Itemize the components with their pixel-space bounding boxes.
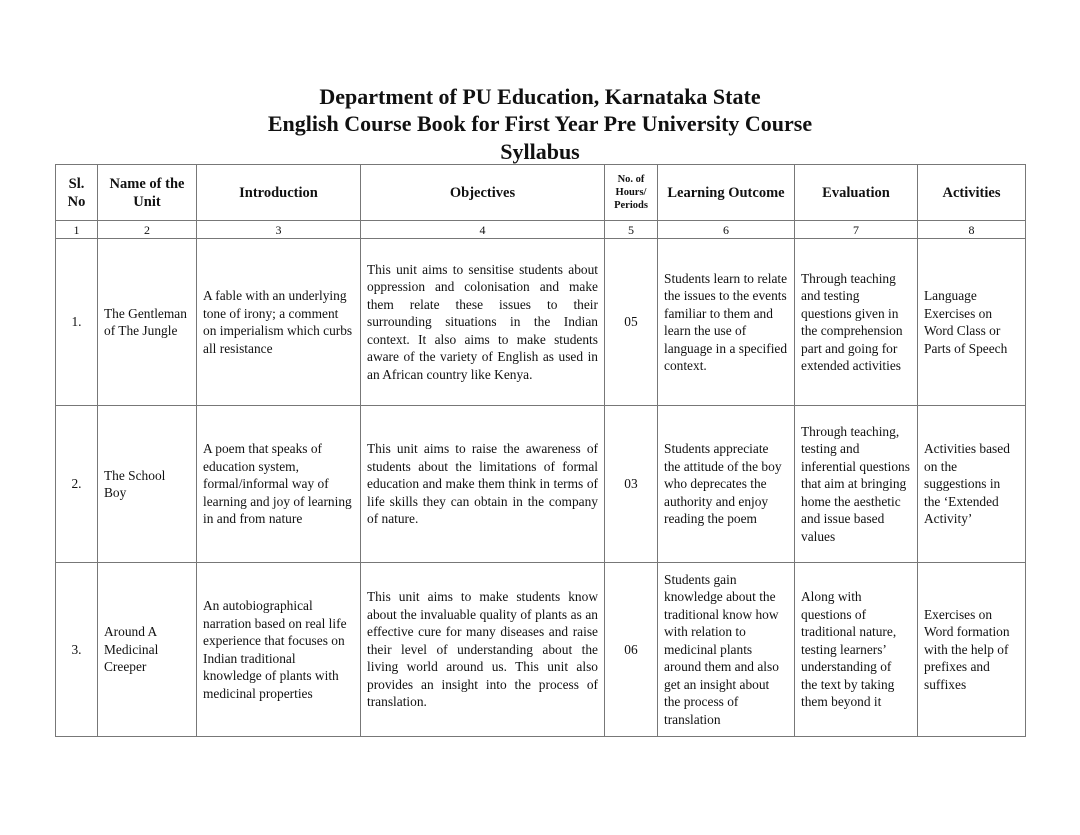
cell-objectives: This unit aims to sensitise students about oppression and colonisation and make them relate these issues to their surrounding situations in the Indian context. It also aims to make students aware of the variety of English as used in an African country like Kenya. <box>361 239 605 406</box>
cell-sl-no: 2. <box>56 406 98 563</box>
cell-activities: Activities based on the suggestions in the ‘Extended Activity’ <box>918 406 1026 563</box>
cell-hours: 05 <box>605 239 658 406</box>
cell-unit-name: The School Boy <box>98 406 197 563</box>
cell-introduction: An autobiographical narration based on real life experience that focuses on Indian traditional knowledge of plants with medicinal properties <box>197 563 361 737</box>
cell-activities: Exercises on Word formation with the help of prefixes and suffixes <box>918 563 1026 737</box>
column-number: 1 <box>56 221 98 239</box>
header-objectives: Objectives <box>361 165 605 221</box>
cell-introduction: A poem that speaks of education system, formal/informal way of learning and joy of learning in and from nature <box>197 406 361 563</box>
column-number: 7 <box>795 221 918 239</box>
cell-introduction: A fable with an underlying tone of irony; a comment on imperialism which curbs all resistance <box>197 239 361 406</box>
header-introduction: Introduction <box>197 165 361 221</box>
cell-hours: 06 <box>605 563 658 737</box>
cell-activities: Language Exercises on Word Class or Parts of Speech <box>918 239 1026 406</box>
header-sl-no: Sl. No <box>56 165 98 221</box>
header-learning-outcome: Learning Outcome <box>658 165 795 221</box>
table-row <box>56 239 1026 406</box>
table-row <box>56 563 1026 737</box>
column-number: 6 <box>658 221 795 239</box>
cell-sl-no: 1. <box>56 239 98 406</box>
cell-hours: 03 <box>605 406 658 563</box>
document-subtitle: English Course Book for First Year Pre University Course <box>267 111 813 136</box>
cell-objectives: This unit aims to make students know about the invaluable quality of plants as an effective cure for many diseases and raise their level of understanding about the living world around us. This unit also provides an insight into the process of translation. <box>361 563 605 737</box>
column-number: 8 <box>918 221 1026 239</box>
cell-learning-outcome: Students gain knowledge about the traditional know how with relation to medicinal plants around them and also get an insight about the process of translation <box>658 563 795 737</box>
cell-evaluation: Through teaching and testing questions given in the comprehension part and going for extended activities <box>795 239 918 406</box>
cell-evaluation: Along with questions of traditional nature, testing learners’ understanding of the text by taking them beyond it <box>795 563 918 737</box>
header-unit-name: Name of the Unit <box>98 165 197 221</box>
syllabus-table <box>55 164 1026 737</box>
header-hours: No. of Hours/ Periods <box>605 165 658 221</box>
column-number: 5 <box>605 221 658 239</box>
cell-learning-outcome: Students appreciate the attitude of the boy who deprecates the authority and enjoy reading the poem <box>658 406 795 563</box>
document-title: Department of PU Education, Karnataka State <box>319 84 761 109</box>
header-evaluation: Evaluation <box>795 165 918 221</box>
header-activities: Activities <box>918 165 1026 221</box>
cell-evaluation: Through teaching, testing and inferential questions that aim at bringing home the aesthetic and issue based values <box>795 406 918 563</box>
cell-objectives: This unit aims to raise the awareness of students about the limitations of formal education and make them think in terms of life skills they can obtain in the company of nature. <box>361 406 605 563</box>
column-number-row <box>56 221 1026 239</box>
document-heading-syllabus: Syllabus <box>500 139 580 164</box>
table-header-row <box>56 165 1026 221</box>
table-row <box>56 406 1026 563</box>
cell-sl-no: 3. <box>56 563 98 737</box>
cell-unit-name: Around A Medicinal Creeper <box>98 563 197 737</box>
column-number: 4 <box>361 221 605 239</box>
cell-unit-name: The Gentleman of The Jungle <box>98 239 197 406</box>
cell-learning-outcome: Students learn to relate the issues to the events familiar to them and learn the use of language in a specified context. <box>658 239 795 406</box>
column-number: 2 <box>98 221 197 239</box>
column-number: 3 <box>197 221 361 239</box>
